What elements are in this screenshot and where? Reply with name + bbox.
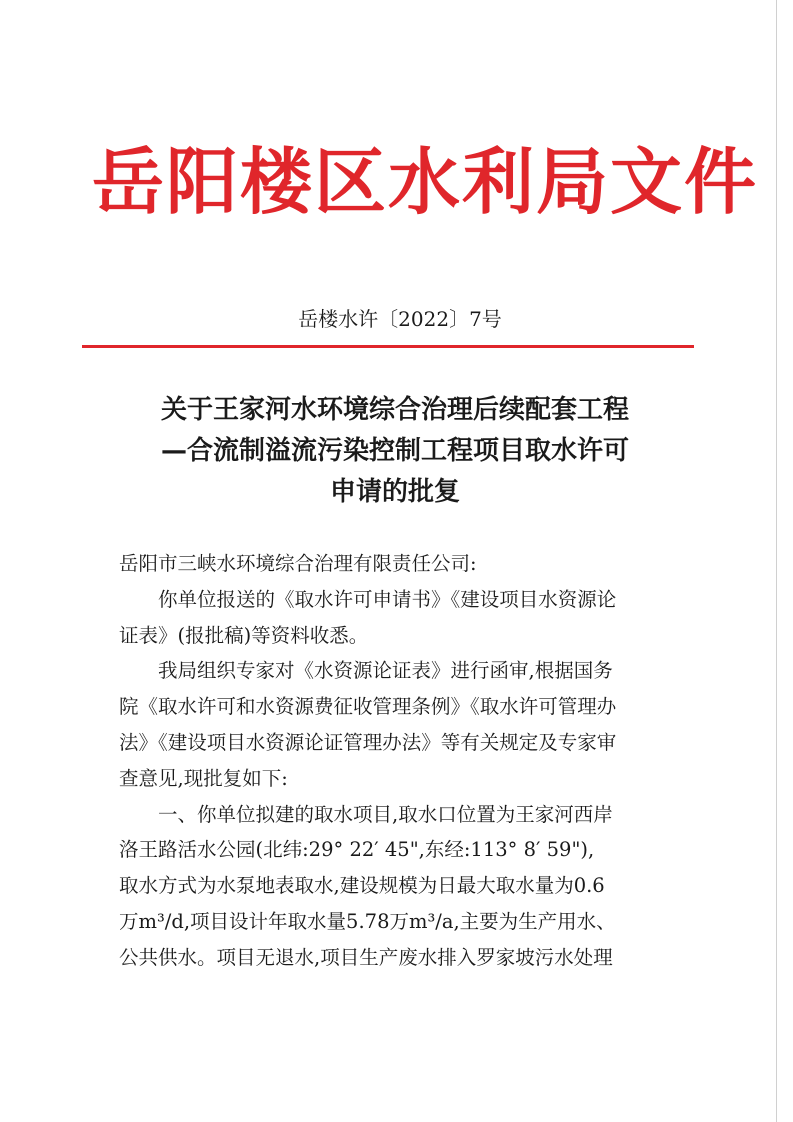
document-body [119, 546, 679, 976]
recipient-line: 岳阳市三峡水环境综合治理有限责任公司: [119, 552, 477, 575]
page-edge-line [776, 0, 777, 1122]
masthead-title: 岳阳楼区水利局文件 [92, 139, 759, 224]
paragraph-2-line-1: 我局组织专家对《水资源论证表》进行函审,根据国务 [158, 659, 613, 683]
title-line-1: 关于王家河水环境综合治理后续配套工程 [160, 395, 629, 425]
paragraph-1-line-1: 你单位报送的《取水许可申请书》《建设项目水资源论 [158, 587, 617, 611]
paragraph-3-line-2: 洛王路活水公园(北纬:29° 22′ 45",东经:113° 8′ 59"), [119, 838, 595, 862]
paragraph-3-line-5: 公共供水。项目无退水,项目生产废水排入罗家坡污水处理 [119, 945, 613, 969]
paragraph-1-line-2: 证表》(报批稿)等资料收悉。 [119, 623, 369, 647]
paragraph-2-line-4: 查意见,现批复如下: [119, 766, 288, 790]
paragraph-3-line-1: 一、你单位拟建的取水项目,取水口位置为王家河西岸 [158, 802, 613, 826]
red-separator-line [82, 345, 694, 348]
paragraph-2-line-3: 法》《建设项目水资源论证管理办法》等有关规定及专家审 [119, 730, 617, 754]
document-number: 岳楼水许〔2022〕7号 [298, 307, 502, 331]
paragraph-3-line-3: 取水方式为水泵地表取水,建设规模为日最大取水量为0.6 [119, 874, 605, 898]
paragraph-2-line-2: 院《取水许可和水资源费征收管理条例》《取水许可管理办 [119, 695, 617, 719]
document-title [105, 390, 685, 513]
paragraph-3-line-4: 万m³/d,项目设计年取水量5.78万m³/a,主要为生产用水、 [119, 909, 616, 933]
title-line-2: —合流制溢流污染控制工程项目取水许可 [160, 436, 629, 466]
title-line-3: 申请的批复 [329, 477, 460, 507]
